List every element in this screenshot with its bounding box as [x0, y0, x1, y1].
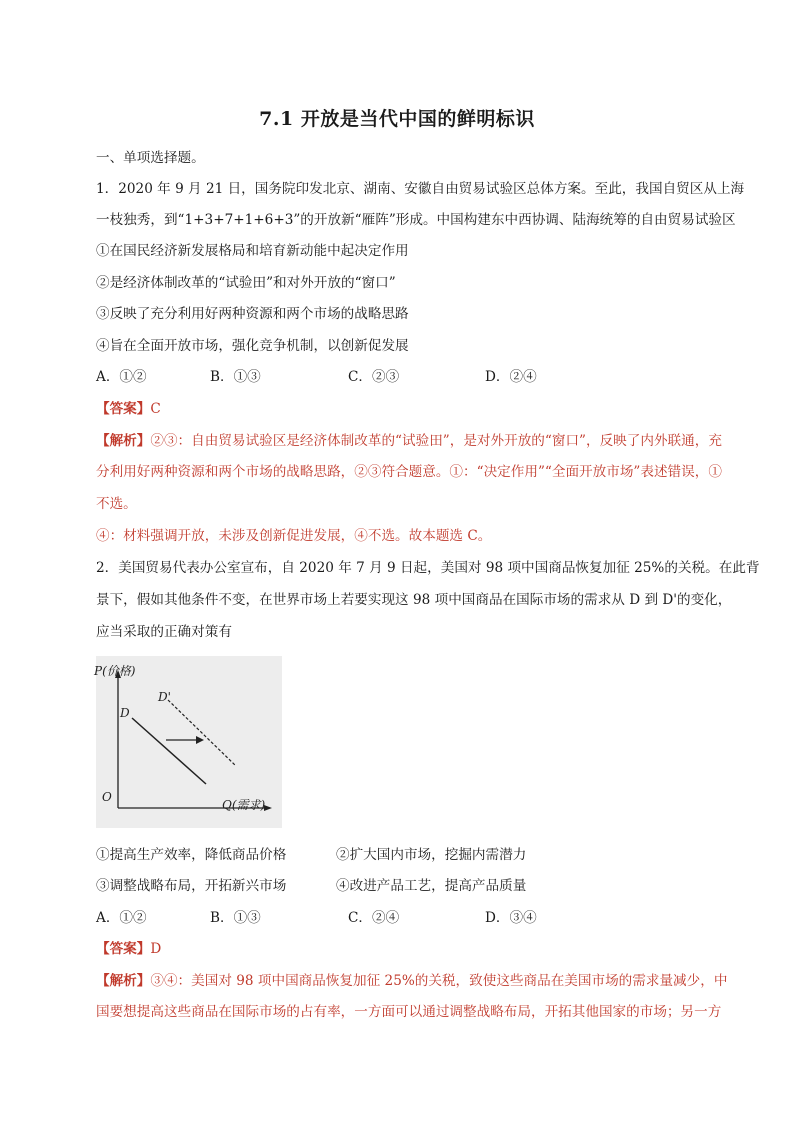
q1-item-2: ②是经济体制改革的“试验田”和对外开放的“窗口” — [96, 275, 396, 291]
q1-answer-tag: 【答案】 — [96, 401, 151, 417]
q2-stem-line-3: 应当采取的正确对策有 — [96, 624, 232, 640]
q1-item-4: ④旨在全面开放市场，强化竞争机制，以创新促发展 — [96, 338, 409, 354]
q1-option-d: D．②④ — [485, 369, 537, 385]
q2-answer-tag: 【答案】 — [96, 941, 151, 957]
q2-analysis-tag: 【解析】 — [96, 973, 151, 989]
q2-answer-value: D — [150, 941, 162, 957]
q2-analysis-line-1 — [96, 973, 727, 989]
q1-stem-line-2: 一枝独秀，到“1+3+7+1+6+3”的开放新“雁阵”形成。中国构建东中西协调、陆海统筹的自由贸易试验区 — [96, 212, 736, 228]
q2-item-2: ②扩大国内市场，挖掘内需潜力 — [336, 847, 527, 863]
q2-option-a: A．①② — [96, 910, 147, 926]
q1-analysis-tag: 【解析】 — [96, 433, 151, 449]
q1-option-a: A．①② — [96, 369, 147, 385]
q1-answer-value: C — [150, 401, 161, 417]
q1-analysis-line-1 — [96, 433, 722, 449]
q1-answer — [96, 401, 161, 417]
q2-analysis-line-2: 国要想提高这些商品在国际市场的占有率，一方面可以通过调整战略布局，开拓其他国家的市场；另一方 — [96, 1004, 722, 1020]
q2-item-1: ①提高生产效率，降低商品价格 — [96, 847, 287, 863]
q1-stem-line-1: 1．2020 年 9 月 21 日，国务院印发北京、湖南、安徽自由贸易试验区总体方案。至此，我国自贸区从上海 — [96, 181, 745, 197]
page-title: 7.1 开放是当代中国的鲜明标识 — [259, 108, 535, 130]
shift-arrow-head — [196, 736, 204, 744]
y-axis-label: P(价格) — [94, 664, 136, 678]
q2-answer — [96, 941, 161, 957]
q1-option-b: B．①③ — [210, 369, 261, 385]
q2-item-3: ③调整战略布局，开拓新兴市场 — [96, 878, 287, 894]
demand-shift-figure — [96, 656, 282, 828]
origin-label: O — [102, 790, 112, 804]
q1-item-3: ③反映了充分利用好两种资源和两个市场的战略思路 — [96, 306, 409, 322]
q1-item-1: ①在国民经济新发展格局和培育新动能中起决定作用 — [96, 243, 409, 259]
curve-d-prime-label: D' — [158, 690, 171, 704]
q2-stem-line-2: 景下，假如其他条件不变，在世界市场上若要实现这 98 项中国商品在国际市场的需求从 D 到 D'的变化， — [96, 592, 732, 608]
curve-d-prime — [168, 700, 236, 766]
q2-option-b: B．①③ — [210, 910, 261, 926]
q2-option-c: C．②④ — [348, 910, 400, 926]
q1-analysis-line-2: 分利用好两种资源和两个市场的战略思路，②③符合题意。①：“决定作用”“全面开放市场”表述错误，① — [96, 464, 722, 480]
q1-analysis-line-3: 不选。 — [96, 496, 137, 512]
section-heading: 一、单项选择题。 — [96, 150, 205, 166]
q1-option-c: C．②③ — [348, 369, 400, 385]
q2-stem-line-1: 2．美国贸易代表办公室宣布，自 2020 年 7 月 9 日起，美国对 98 项中国商品恢复加征 25%的关税。在此背 — [96, 560, 760, 576]
curve-d-label: D — [120, 706, 130, 720]
q1-analysis-text-1: ②③：自由贸易试验区是经济体制改革的“试验田”，是对外开放的“窗口”，反映了内外联通，充 — [150, 433, 722, 449]
q2-item-4: ④改进产品工艺，提高产品质量 — [336, 878, 527, 894]
q1-analysis-line-4: ④：材料强调开放，未涉及创新促进发展，④不选。故本题选 C。 — [96, 528, 492, 544]
q2-option-d: D．③④ — [485, 910, 537, 926]
x-axis-label: Q(需求) — [222, 798, 266, 812]
curve-d — [132, 718, 206, 784]
q2-analysis-text-1: ③④：美国对 98 项中国商品恢复加征 25%的关税，致使这些商品在美国市场的需求量减少，中 — [150, 973, 728, 989]
